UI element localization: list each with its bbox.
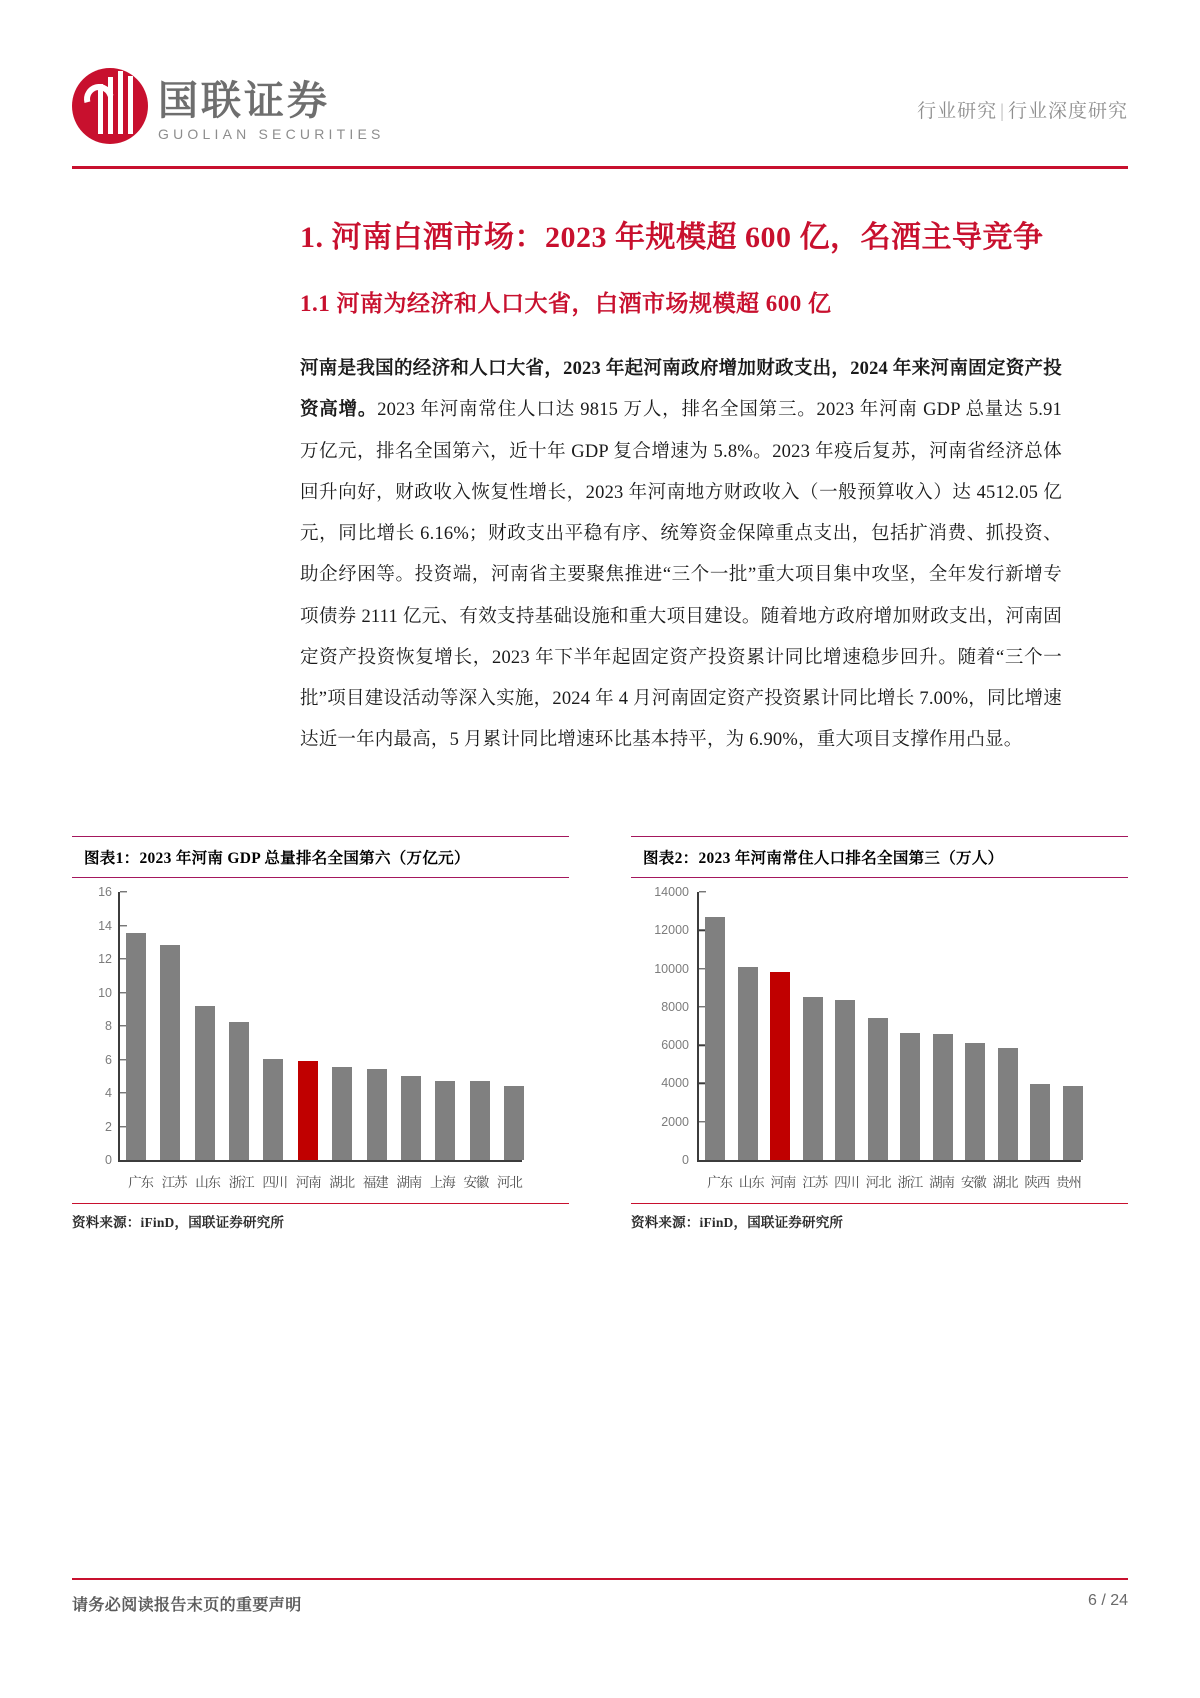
y-axis-tick-label: 4 xyxy=(105,1086,112,1100)
x-axis-labels xyxy=(705,1171,1083,1191)
bar-series xyxy=(705,917,1083,1160)
bar-column xyxy=(868,1018,888,1160)
bar-山东 xyxy=(195,1006,215,1160)
bar-column xyxy=(332,1067,352,1160)
bar-column xyxy=(298,1061,318,1160)
y-axis-tick-label: 14 xyxy=(98,918,112,933)
bar-江苏 xyxy=(160,945,180,1160)
company-logo xyxy=(72,68,385,144)
x-axis-tick-label: 广东 xyxy=(128,1175,153,1190)
paragraph-rest: 2023 年河南常住人口达 9815 万人，排名全国第三。2023 年河南 GDP 总量达 5.91 万亿元，排名全国第六，近十年 GDP 复合增速为 5.8%。2023 年疫后复苏，河南省经济总体回升向好，财政收入恢复性增长，2023 年河南地方财政收入（一般预算收入）达 4512.05 亿元，同比增长 6.16%；财政支出平稳有序、统筹资金保障重点支出，包括扩消费、抓投资、助企纾困等。投资端，河南省主要聚焦推进“三个一批”重大项目集中攻坚，全年发行新增专项债券 2111 亿元、有效支持基础设施和重大项目建设。随着地方政府增加财政支出，河南固定资产投资恢复增长，2023 年下半年起固定资产投资累计同比增速稳步回升。随着“三个一批”项目建设活动等深入实施，2024 年 4 月河南固定资产投资累计同比增长 7.00%，同比增速达近一年内最高，5 月累计同比增速环比基本持平，为 6.90%，重大项目支撑作用凸显。 xyxy=(300,400,1062,751)
figure-2-source: 资料来源：iFinD，国联证券研究所 xyxy=(631,1203,1128,1231)
bar-河南 xyxy=(770,972,790,1160)
x-axis-tick-label: 河北 xyxy=(497,1175,522,1190)
bar-浙江 xyxy=(900,1033,920,1160)
x-axis-tick-label: 湖北 xyxy=(329,1175,354,1190)
logo-company-name-en: GUOLIAN SECURITIES xyxy=(158,126,385,142)
x-axis-tick-label: 山东 xyxy=(738,1175,764,1190)
x-axis-tick-label: 安徽 xyxy=(463,1175,489,1190)
guolian-logo-icon xyxy=(72,68,148,144)
x-axis-tick-label: 福建 xyxy=(362,1175,388,1190)
y-axis-line xyxy=(697,892,699,1160)
bar-column xyxy=(470,1081,490,1160)
y-axis-tick-label: 10 xyxy=(98,985,112,1000)
bar-湖北 xyxy=(998,1048,1018,1160)
x-axis-tick-label: 山东 xyxy=(195,1175,220,1190)
bar-column xyxy=(1063,1086,1083,1160)
bar-福建 xyxy=(367,1069,387,1160)
bar-column xyxy=(933,1034,953,1160)
bar-column xyxy=(435,1081,455,1160)
bar-河南 xyxy=(298,1061,318,1160)
y-axis-tick xyxy=(120,925,127,926)
y-axis-tick-label: 8000 xyxy=(661,999,689,1014)
x-axis-tick-label: 湖南 xyxy=(929,1175,954,1190)
figure-2-title: 图表2：2023 年河南常住人口排名全国第三（万人） xyxy=(643,850,1004,867)
bar-河北 xyxy=(504,1086,524,1160)
bar-河北 xyxy=(868,1018,888,1160)
y-axis-tick-label: 6000 xyxy=(661,1038,689,1053)
bar-浙江 xyxy=(229,1022,249,1160)
bar-column xyxy=(504,1086,524,1160)
figure-1-header xyxy=(72,836,569,878)
y-axis-labels xyxy=(72,885,116,1167)
y-axis-tick xyxy=(699,891,706,892)
bar-安徽 xyxy=(965,1043,985,1160)
x-axis-tick-label: 河南 xyxy=(770,1175,796,1190)
x-axis-tick-label: 江苏 xyxy=(802,1175,827,1190)
x-axis-labels xyxy=(126,1171,524,1191)
x-axis-tick-label: 浙江 xyxy=(897,1175,923,1190)
bar-column xyxy=(263,1059,283,1160)
article-body xyxy=(300,215,1062,762)
x-axis-tick-label: 广东 xyxy=(707,1175,732,1190)
x-axis-tick-label: 上海 xyxy=(429,1175,455,1190)
y-axis-tick-label: 0 xyxy=(682,1153,689,1167)
x-axis-tick-label: 浙江 xyxy=(228,1175,254,1190)
x-axis-line xyxy=(118,1160,522,1162)
x-axis-tick-label: 四川 xyxy=(834,1175,859,1190)
bar-四川 xyxy=(263,1059,283,1160)
header-category: 行业研究 xyxy=(917,101,998,122)
bar-广东 xyxy=(126,933,146,1160)
y-axis-tick-label: 16 xyxy=(98,885,112,899)
bar-column xyxy=(770,972,790,1160)
footer-page-number: 6 / 24 xyxy=(1087,1592,1128,1609)
page-header xyxy=(0,0,1200,175)
y-axis-tick-label: 6 xyxy=(105,1052,112,1067)
y-axis-tick-label: 2 xyxy=(105,1119,112,1134)
figure-1-source: 资料来源：iFinD，国联证券研究所 xyxy=(72,1203,569,1231)
x-axis-tick-label: 安徽 xyxy=(960,1175,986,1190)
footer-disclaimer: 请务必阅读报告末页的重要声明 xyxy=(72,1597,302,1614)
bar-column xyxy=(965,1043,985,1160)
bar-上海 xyxy=(435,1081,455,1160)
y-axis-tick-label: 4000 xyxy=(661,1076,689,1091)
section-subtitle: 1.1 河南为经济和人口大省，白酒市场规模超 600 亿 xyxy=(300,290,832,316)
page-title: 1. 河南白酒市场：2023 年规模超 600 亿，名酒主导竞争 xyxy=(300,221,1044,254)
figure-2-chart xyxy=(631,885,1128,1197)
y-axis-tick-label: 2000 xyxy=(661,1114,689,1129)
y-axis-tick-label: 14000 xyxy=(654,885,689,899)
bar-陕西 xyxy=(1030,1084,1050,1160)
bar-安徽 xyxy=(470,1081,490,1160)
bar-湖南 xyxy=(401,1076,421,1160)
bar-湖南 xyxy=(933,1034,953,1160)
header-subcategory: 行业深度研究 xyxy=(1007,101,1128,122)
y-axis-labels xyxy=(631,885,693,1167)
bar-广东 xyxy=(705,917,725,1160)
body-paragraph xyxy=(300,349,1062,762)
x-axis-line xyxy=(697,1160,1081,1162)
y-axis-tick-label: 12000 xyxy=(654,923,689,938)
x-axis-tick-label: 湖南 xyxy=(396,1175,422,1190)
bar-column xyxy=(900,1033,920,1160)
figure-2 xyxy=(631,836,1128,1231)
x-axis-tick-label: 贵州 xyxy=(1056,1175,1081,1190)
bar-column xyxy=(738,967,758,1160)
bar-湖北 xyxy=(332,1067,352,1160)
figures-row xyxy=(72,836,1128,1231)
bar-贵州 xyxy=(1063,1086,1083,1160)
y-axis-tick xyxy=(120,891,127,892)
y-axis-tick-label: 0 xyxy=(105,1153,112,1167)
figure-1 xyxy=(72,836,569,1231)
bar-column xyxy=(705,917,725,1160)
bar-山东 xyxy=(738,967,758,1160)
header-breadcrumb xyxy=(917,96,1128,123)
bar-column xyxy=(835,1000,855,1160)
y-axis-tick-label: 8 xyxy=(105,1019,112,1033)
figure-1-title: 图表1：2023 年河南 GDP 总量排名全国第六（万亿元） xyxy=(84,850,470,867)
bar-column xyxy=(160,945,180,1160)
figure-1-chart xyxy=(72,885,569,1197)
y-axis-tick-label: 10000 xyxy=(654,961,689,976)
bar-四川 xyxy=(835,1000,855,1160)
bar-series xyxy=(126,933,524,1160)
bar-column xyxy=(401,1076,421,1160)
paragraph-lead-bold: 河南是我国的经济和人口大省，2023 年起河南政府增加财政支出，2024 年来河南固定资产投资高增。 xyxy=(300,359,1063,421)
x-axis-tick-label: 陕西 xyxy=(1024,1175,1049,1190)
x-axis-tick-label: 河南 xyxy=(295,1175,321,1190)
bar-column xyxy=(998,1048,1018,1160)
x-axis-tick-label: 湖北 xyxy=(992,1175,1018,1190)
bar-column xyxy=(803,997,823,1160)
bar-column xyxy=(195,1006,215,1160)
bar-江苏 xyxy=(803,997,823,1160)
logo-company-name-cn: 国联证券 xyxy=(158,79,330,123)
header-rule xyxy=(72,166,1128,169)
x-axis-tick-label: 河北 xyxy=(865,1175,891,1190)
x-axis-tick-label: 江苏 xyxy=(161,1175,187,1190)
bar-column xyxy=(126,933,146,1160)
x-axis-tick-label: 四川 xyxy=(262,1175,287,1190)
bar-column xyxy=(229,1022,249,1160)
y-axis-tick-label: 12 xyxy=(98,952,112,966)
bar-column xyxy=(367,1069,387,1160)
footer-rule xyxy=(72,1578,1128,1580)
bar-column xyxy=(1030,1084,1050,1160)
figure-2-header xyxy=(631,836,1128,878)
header-divider: | xyxy=(1000,101,1005,122)
